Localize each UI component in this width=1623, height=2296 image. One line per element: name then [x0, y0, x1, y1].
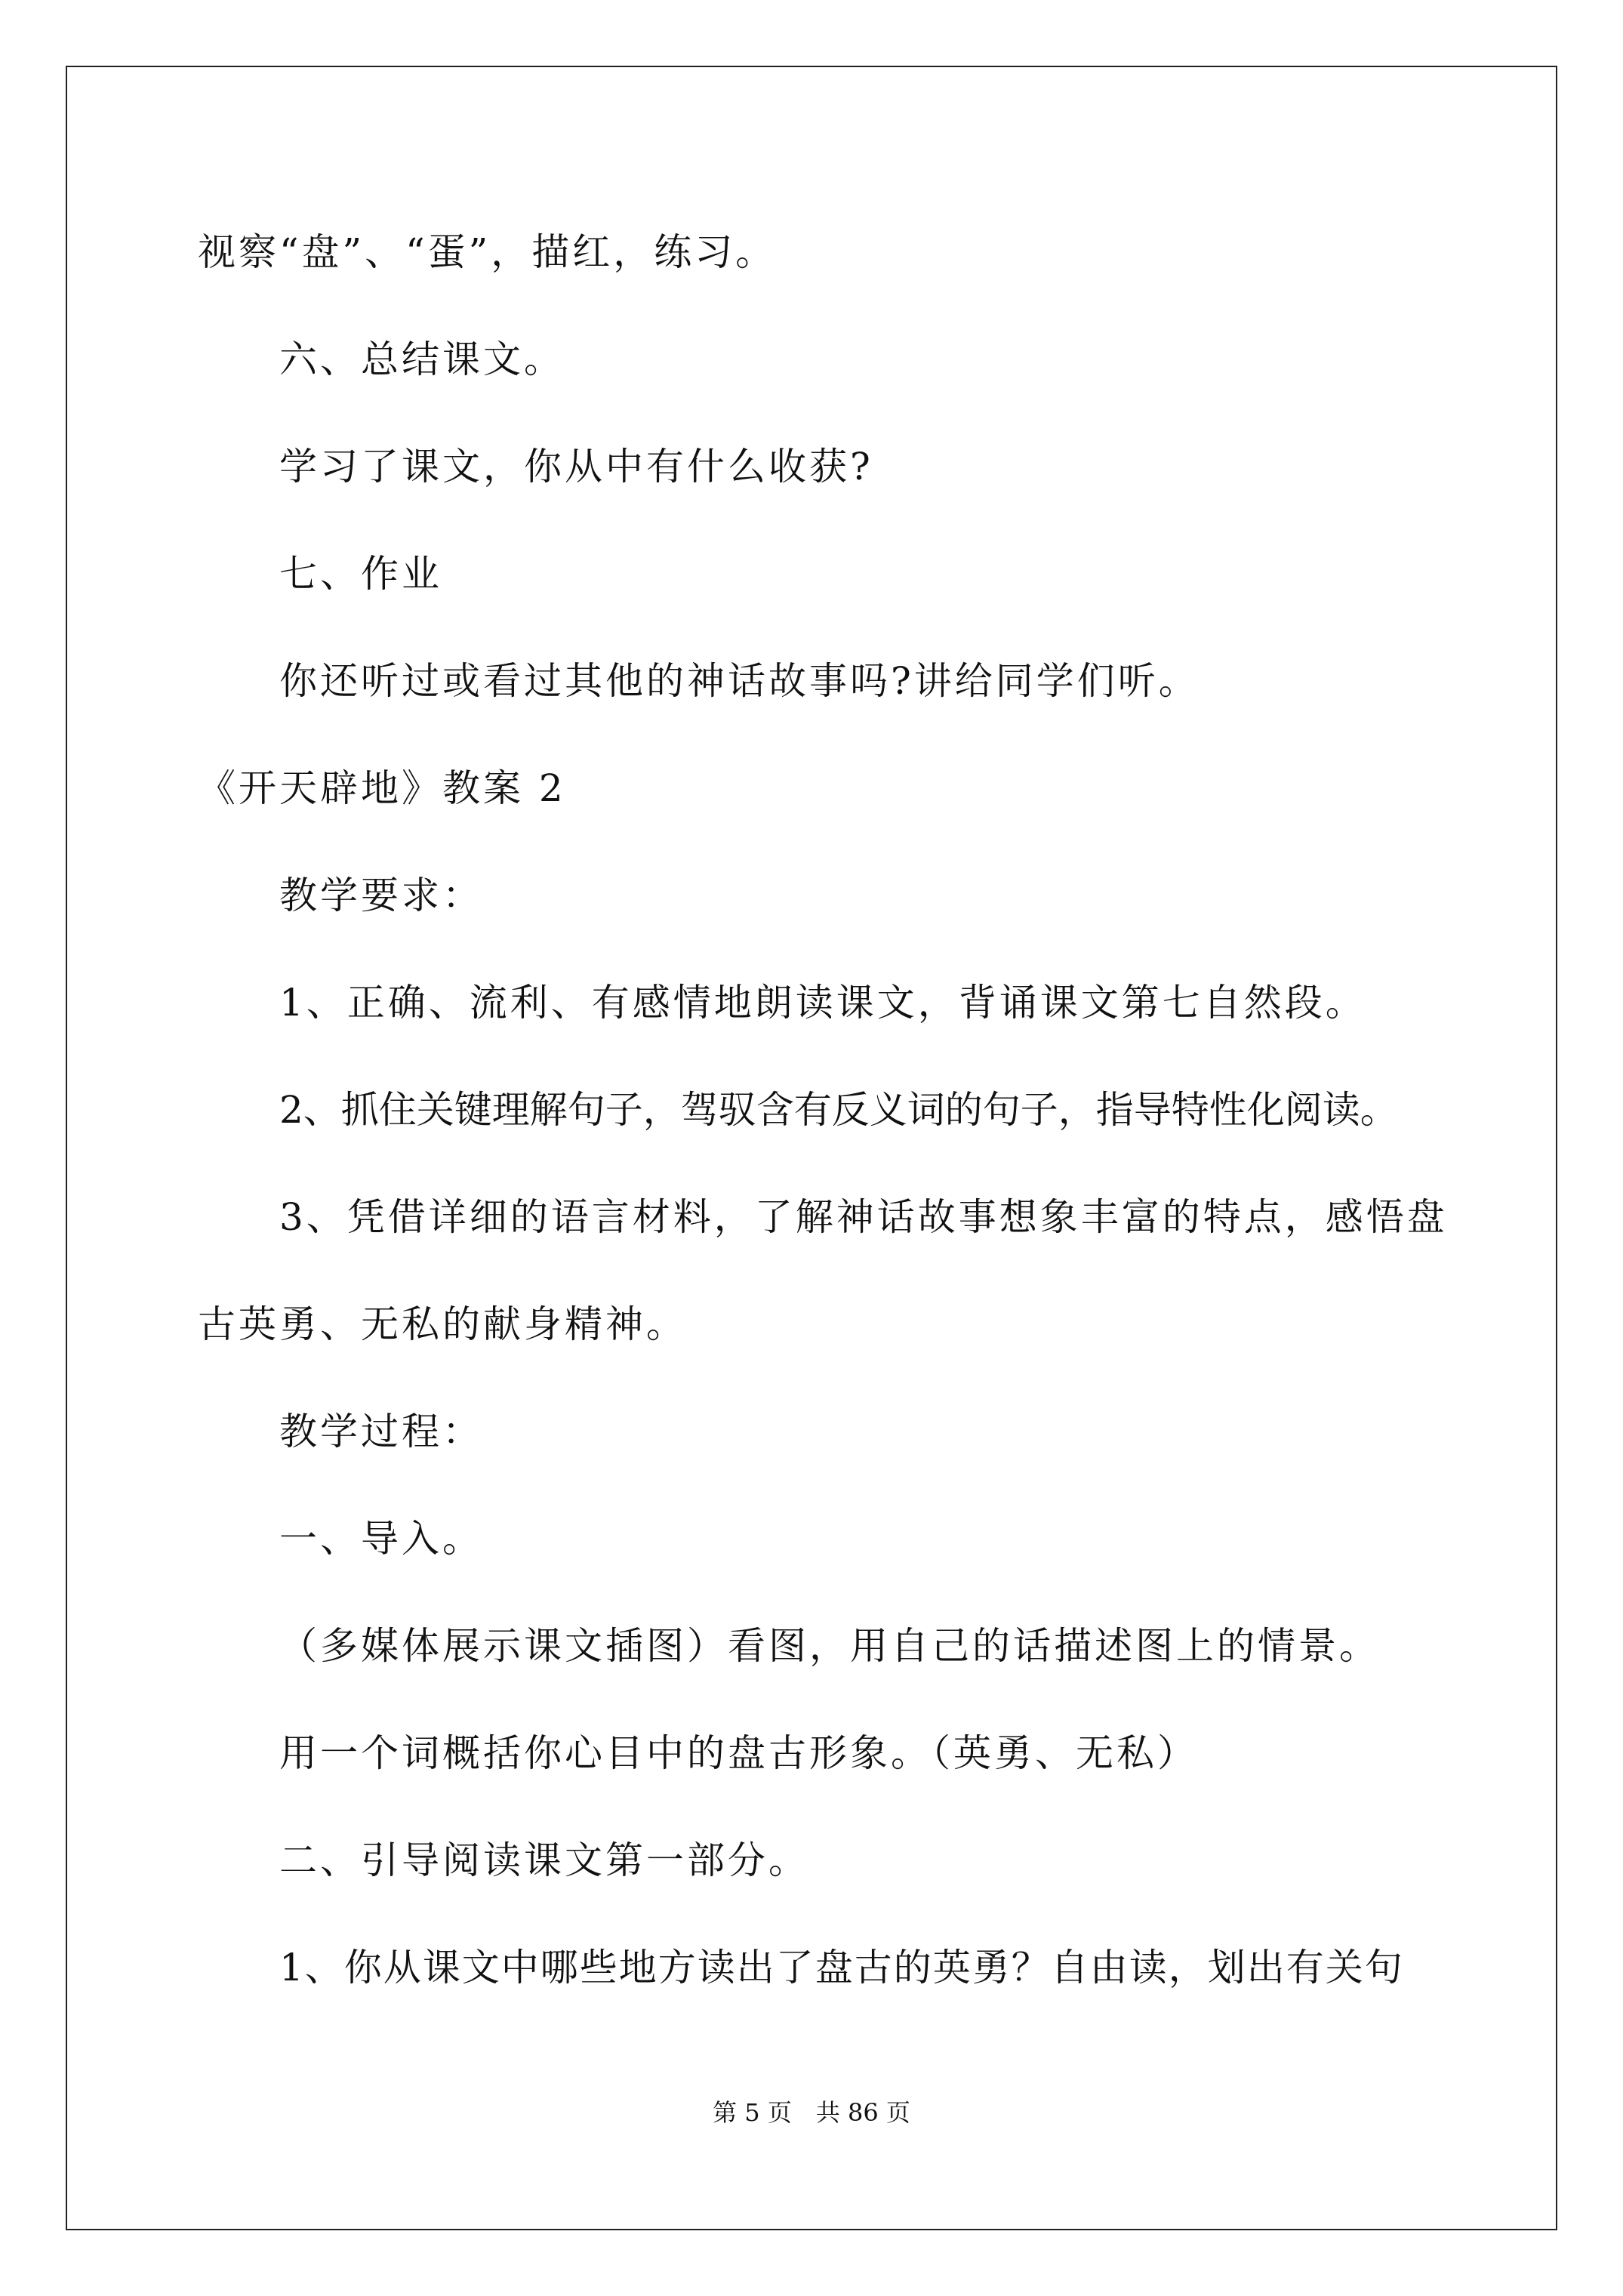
text-line: 七、作业 — [279, 552, 442, 596]
text-line: （多媒体展示课文插图）看图，用自己的话描述图上的情景。 — [279, 1624, 1380, 1668]
text-line: 你还听过或看过其他的神话故事吗?讲给同学们听。 — [279, 659, 1200, 703]
text-line: 六、总结课文。 — [279, 337, 565, 381]
text-line: 古英勇、无私的献身精神。 — [198, 1302, 687, 1346]
text-line: 视察“盘”、“蛋”，描红，练习。 — [198, 230, 777, 274]
text-line: 教学过程： — [279, 1410, 483, 1453]
text-line: 学习了课文，你从中有什么收获? — [279, 445, 873, 488]
text-line: 1、你从课文中哪些地方读出了盘古的英勇？自由读，划出有关句 — [279, 1946, 1404, 1989]
text-line: 一、导入。 — [279, 1517, 483, 1561]
text-line: 二、引导阅读课文第一部分。 — [279, 1838, 809, 1882]
text-line: 用一个词概括你心目中的盘古形象。（英勇、无私） — [279, 1731, 1198, 1775]
section-heading: 《开天辟地》教案 2 — [198, 766, 566, 810]
text-line: 1、正确、流利、有感情地朗读课文，背诵课文第七自然段。 — [279, 981, 1366, 1025]
page-border — [66, 66, 1557, 2230]
text-line: 2、抓住关键理解句子，驾驭含有反义词的句子，指导特性化阅读。 — [279, 1088, 1398, 1132]
text-line: 3、凭借详细的语言材料，了解神话故事想象丰富的特点，感悟盘 — [279, 1195, 1448, 1239]
page-number: 第 5 页 共 86 页 — [713, 2098, 910, 2127]
text-line: 教学要求： — [279, 874, 483, 917]
